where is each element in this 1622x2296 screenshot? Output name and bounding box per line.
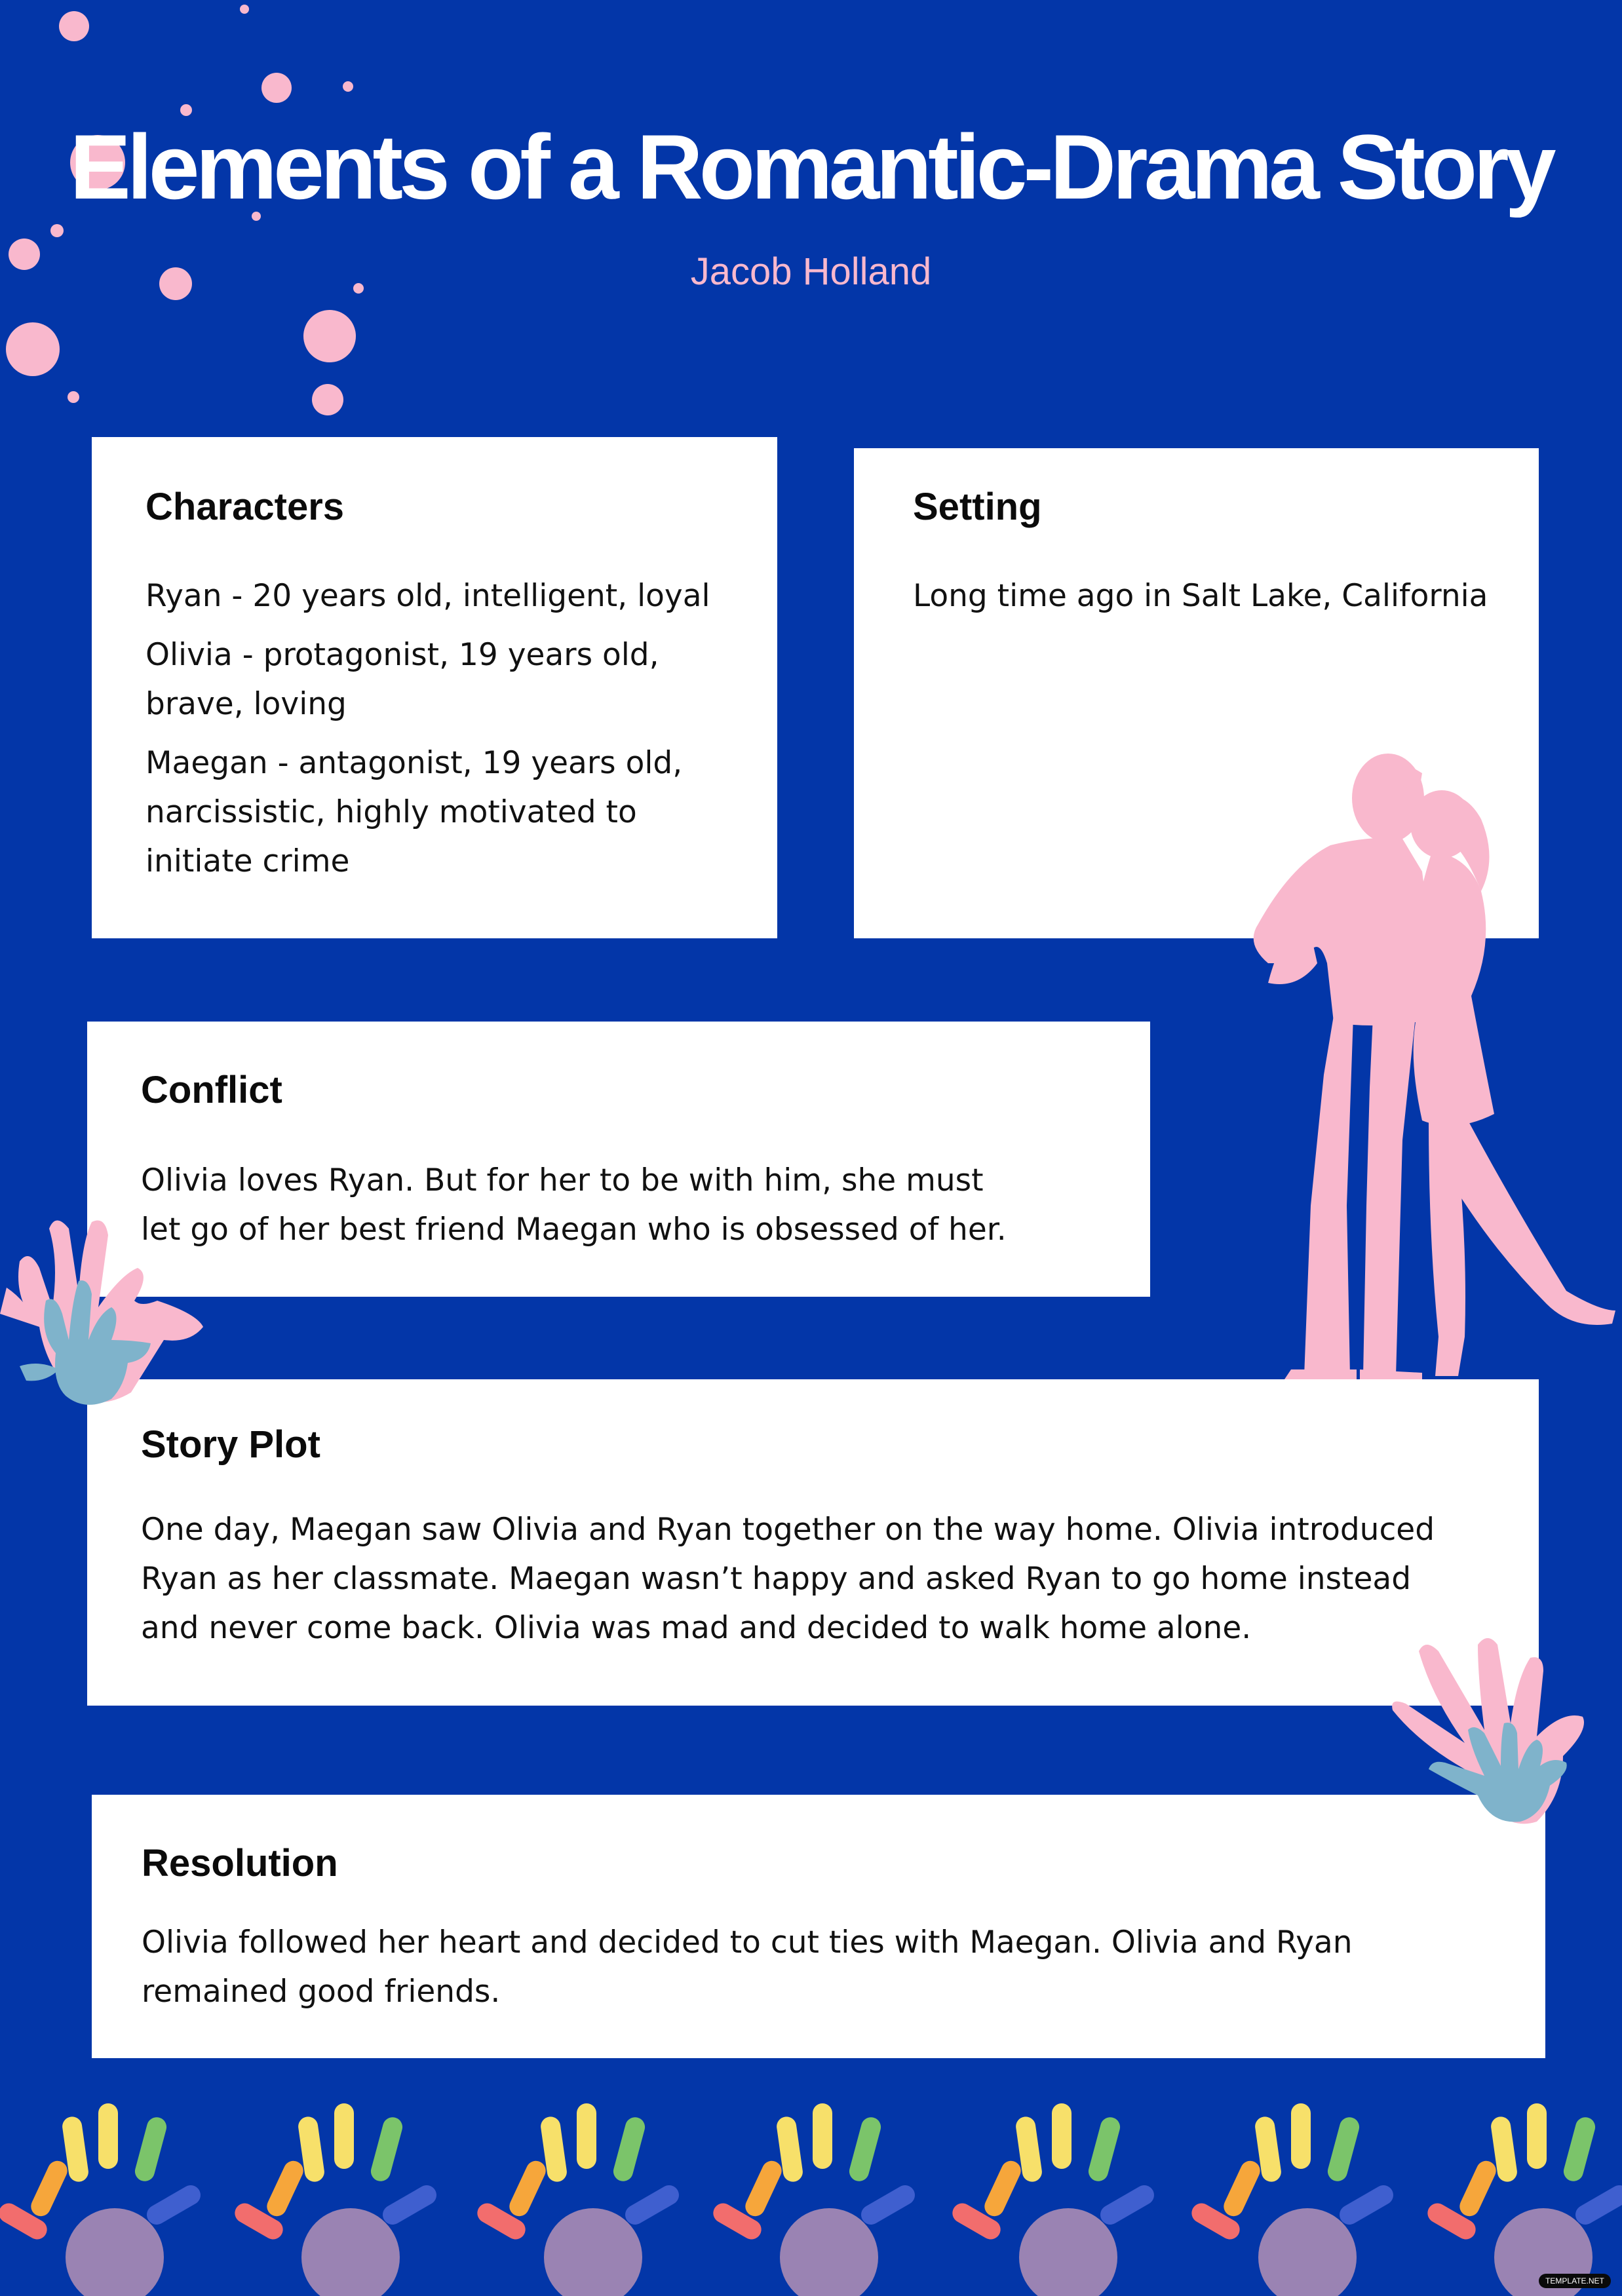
conflict-heading: Conflict [141,1069,282,1111]
conflict-body: Olivia loves Ryan. But for her to be with him, she must let go of her best friend Maegan who is obsessed of her. [141,1162,1007,1248]
conflict-card [87,1022,1150,1297]
page-title: Elements of a Romantic-Drama Story [69,115,1553,218]
setting-body: Long time ago in Salt Lake, California [913,578,1488,614]
character-line-olivia: Olivia - protagonist, 19 years old, brave, loving [145,637,659,722]
story-plot-body: One day, Maegan saw Olivia and Ryan together on the way home. Olivia introduced Ryan as her classmate. Maegan wasn’t happy and asked Ryan to go home instead and never come back. Olivia was mad and decided to walk home alone. [141,1512,1435,1646]
author-name: Jacob Holland [690,250,932,293]
characters-heading: Characters [145,486,345,528]
setting-heading: Setting [913,486,1042,528]
story-plot-heading: Story Plot [141,1423,320,1466]
watermark: TEMPLATE.NET [1539,2274,1611,2288]
character-line-maegan: Maegan - antagonist, 19 years old, narcissistic, highly motivated to initiate crime [145,745,683,879]
couple-silhouette-icon [1206,747,1622,1383]
handprint-border [0,2084,1622,2296]
resolution-card [92,1795,1545,2058]
handprint-icon [1380,1625,1622,1841]
character-line-ryan: Ryan - 20 years old, intelligent, loyal [145,578,710,614]
handprint-icon [0,1202,210,1419]
characters-card [92,437,777,938]
resolution-heading: Resolution [142,1842,338,1885]
resolution-body: Olivia followed her heart and decided to cut ties with Maegan. Olivia and Ryan remained good friends. [142,1924,1353,2010]
story-plot-card [87,1379,1539,1706]
